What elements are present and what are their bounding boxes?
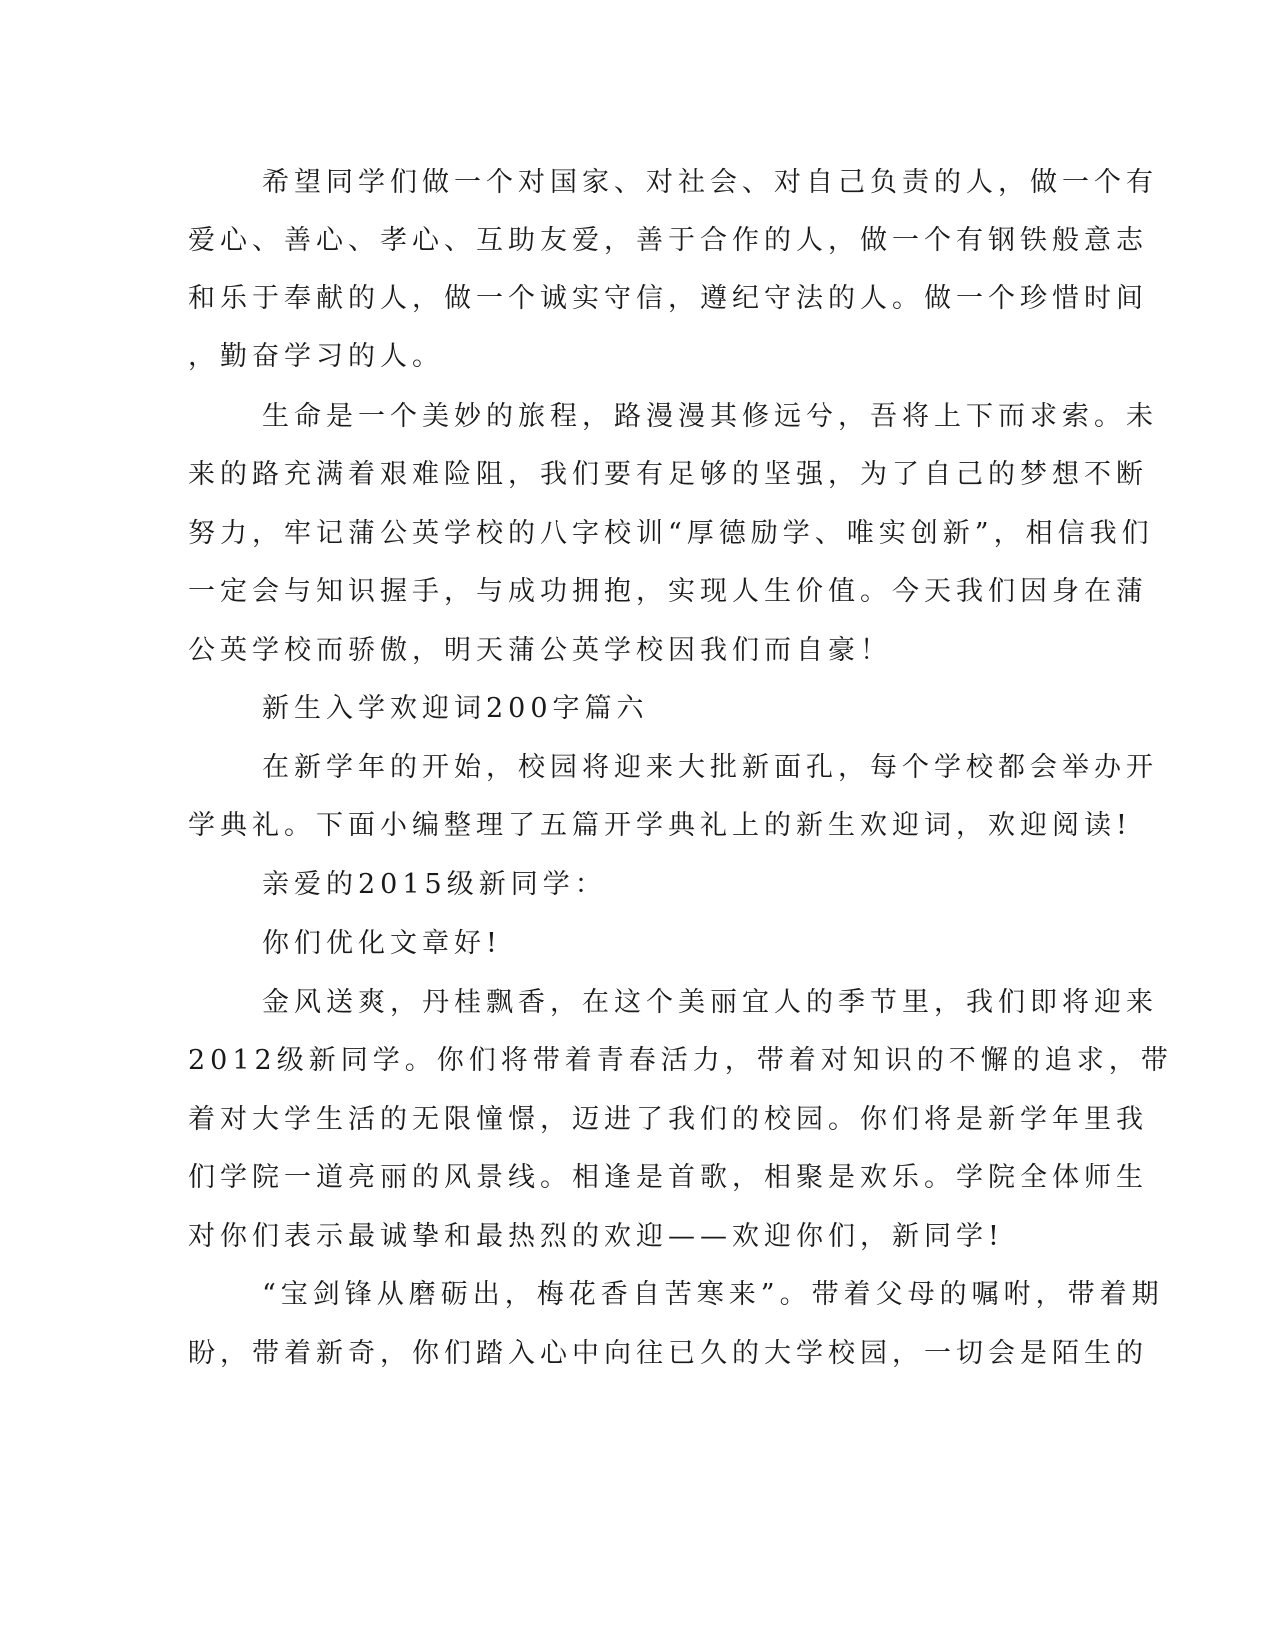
text-line: 公英学校而骄傲，明天蒲公英学校因我们而自豪！ [188,635,892,666]
text-line: 在新学年的开始，校园将迎来大批新面孔，每个学校都会举办开 [262,752,1158,783]
text-line: 金风送爽，丹桂飘香，在这个美丽宜人的季节里，我们即将迎来 [262,987,1158,1018]
text-line: 盼，带着新奇，你们踏入心中向往已久的大学校园，一切会是陌生的 [188,1338,1148,1369]
text-line: 希望同学们做一个对国家、对社会、对自己负责的人，做一个有 [262,167,1158,198]
text-line: “宝剑锋从磨砺出，梅花香自苦寒来”。带着父母的嘱咐，带着期 [262,1279,1164,1310]
text-line: 学典礼。下面小编整理了五篇开学典礼上的新生欢迎词，欢迎阅读! [188,810,1132,841]
text-line: ，勤奋学习的人。 [188,341,444,372]
text-line: 和乐于奉献的人，做一个诚实守信，遵纪守法的人。做一个珍惜时间 [188,283,1148,314]
text-line: 爱心、善心、孝心、互助友爱，善于合作的人，做一个有钢铁般意志 [188,225,1148,256]
text-line: 着对大学生活的无限憧憬，迈进了我们的校园。你们将是新学年里我 [188,1104,1148,1135]
text-line: 对你们表示最诚挚和最热烈的欢迎——欢迎你们，新同学! [188,1221,1004,1252]
text-line: 生命是一个美妙的旅程，路漫漫其修远兮，吾将上下而求索。未 [262,401,1158,432]
greeting: 你们优化文章好! [262,928,502,959]
text-line: 们学院一道亮丽的风景线。相逢是首歌，相聚是欢乐。学院全体师生 [188,1162,1148,1193]
text-line: 努力，牢记蒲公英学校的八字校训“厚德励学、唯实创新”，相信我们 [188,518,1154,549]
text-line: 2012级新同学。你们将带着青春活力，带着对知识的不懈的追求，带 [188,1045,1173,1076]
salutation: 亲爱的2015级新同学： [262,869,607,900]
section-heading: 新生入学欢迎词200字篇六 [262,693,649,724]
text-line: 一定会与知识握手，与成功拥抱，实现人生价值。今天我们因身在蒲 [188,576,1148,607]
text-line: 来的路充满着艰难险阻，我们要有足够的坚强，为了自己的梦想不断 [188,459,1148,490]
